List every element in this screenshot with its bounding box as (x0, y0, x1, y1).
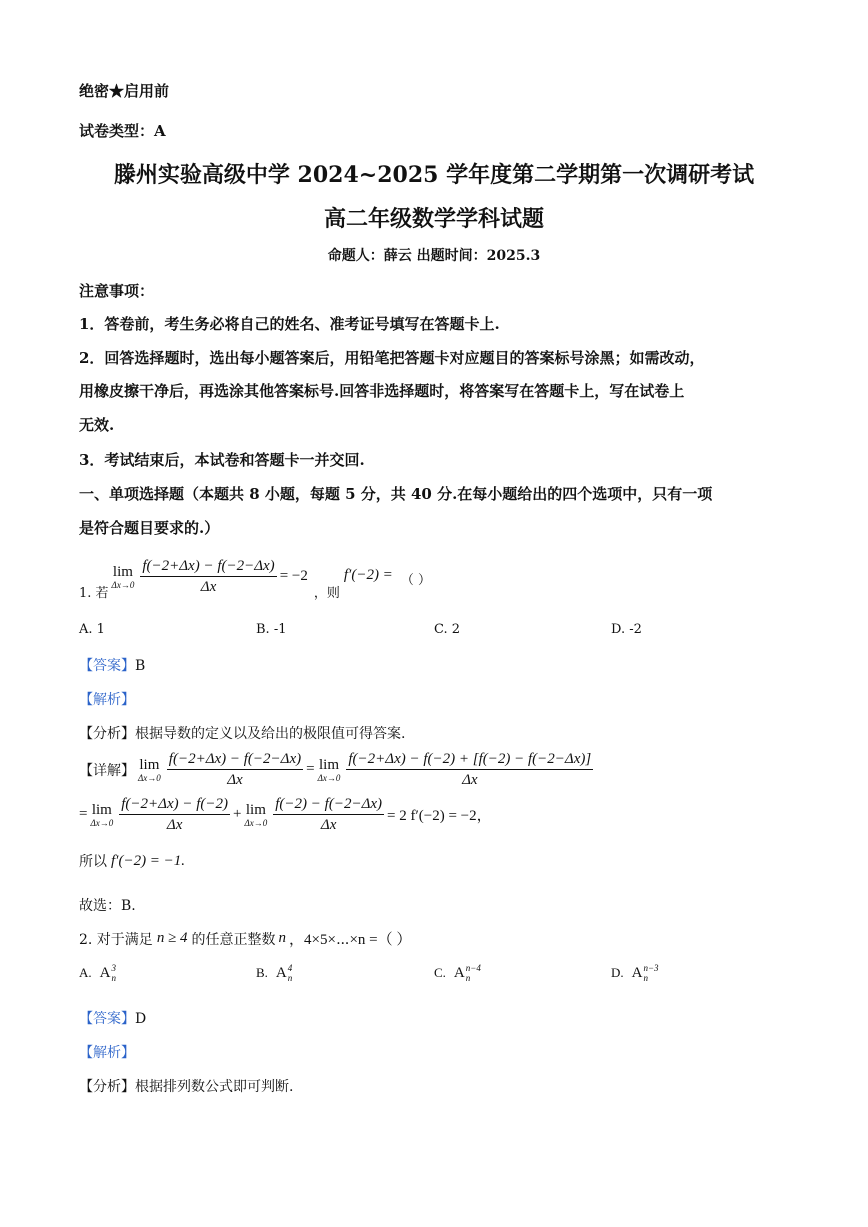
notice-item: 用橡皮擦干净后，再选涂其他答案标号.回答非选择题时，将答案写在答题卡上，写在试卷上 (79, 382, 685, 400)
q2-answer-line: 【答案】D (79, 1011, 147, 1027)
notice-item: 2．回答选择题时，选出每小题答案后，用铅笔把答题卡对应题目的答案标号涂黑；如需改动， (79, 349, 705, 367)
q2-option-b: B. A 4 n (256, 963, 293, 983)
question-1: 1. 若 lim Δx→0 $\frac{f(-2+\Delta x) - f(-2-\Delta x)}{\Delta x}$ = −2 ，则 f′(−2) = （ ） (79, 558, 431, 601)
notice-item: 3．考试结束后，本试卷和答题卡一并交回. (79, 451, 365, 469)
option-b: B. -1 (256, 622, 287, 637)
limit: lim Δx→0 (111, 563, 135, 590)
paper-type: 试卷类型：A (79, 122, 166, 140)
option-c: C. 2 (434, 622, 461, 637)
notice-item: 无效. (79, 416, 115, 434)
q2-option-a: A. A 3 n (79, 963, 116, 983)
q2-analysis-tag: 【解析】 (79, 1045, 135, 1061)
q2-option-c: C. A n−4 n (434, 963, 481, 983)
choose-line: 故选：B. (79, 898, 136, 914)
exam-subtitle: 高二年级数学学科试题 (323, 206, 544, 232)
notice-heading: 注意事项： (79, 282, 155, 300)
detail-line-2: = lim Δx→0 $\frac{f(-2+\Delta x) - f(-2)}{\Delta x}$ + lim Δx→0 $\frac{f(-2) - f(-2-\Delta x)}{\Delta x}$ = 2 f′(−2) = −2， (79, 796, 492, 833)
option-a: A. 1 (79, 622, 105, 637)
q1-ask: f′(−2) = (343, 567, 393, 583)
q2-option-d: D. A n−3 n (611, 963, 659, 983)
section-heading-cont: 是符合题目要求的.） (79, 519, 220, 537)
question-2: 2. 对于满足 n ≥ 4 的任意正整数 n ，4×5×⋯×n =（ ） (79, 930, 412, 948)
fenxi-line: 【分析】根据导数的定义以及给出的极限值可得答案. (79, 726, 406, 742)
notice-item: 1．答卷前，考生务必将自己的姓名、准考证号填写在答题卡上. (79, 315, 500, 333)
author-line: 命题人：薛云 出题时间：2025.3 (327, 248, 541, 264)
detail-line-1: 【详解】 lim Δx→0 $\frac{f(-2+\Delta x) - f(-2-\Delta x)}{\Delta x}$ = lim Δx→0 $\frac{f(-2+\Delta x) - f(-2) + [f(-2) - f(-2-\Delta x)]}{\Delta x}$ (79, 751, 592, 788)
q1-prefix: 1. 若 (79, 586, 109, 601)
exam-title: 滕州实验高级中学 2024~2025 学年度第二学期第一次调研考试 (113, 162, 755, 188)
secret-label: 绝密★启用前 (79, 82, 170, 100)
q2-fenxi-line: 【分析】根据排列数公式即可判断. (79, 1079, 294, 1095)
option-d: D. -2 (611, 622, 642, 637)
q1-fraction: $\frac{f(-2+\Delta x) - f(-2-\Delta x)}{\Delta x}$ (142, 558, 275, 595)
section-heading: 一、单项选择题（本题共 8 小题，每题 5 分，共 40 分.在每小题给出的四个选项中，只有一项 (79, 485, 713, 503)
analysis-tag: 【解析】 (79, 692, 135, 708)
conclusion-line: 所以 f′(−2) = −1. (79, 852, 186, 870)
answer-line: 【答案】B (79, 658, 146, 674)
